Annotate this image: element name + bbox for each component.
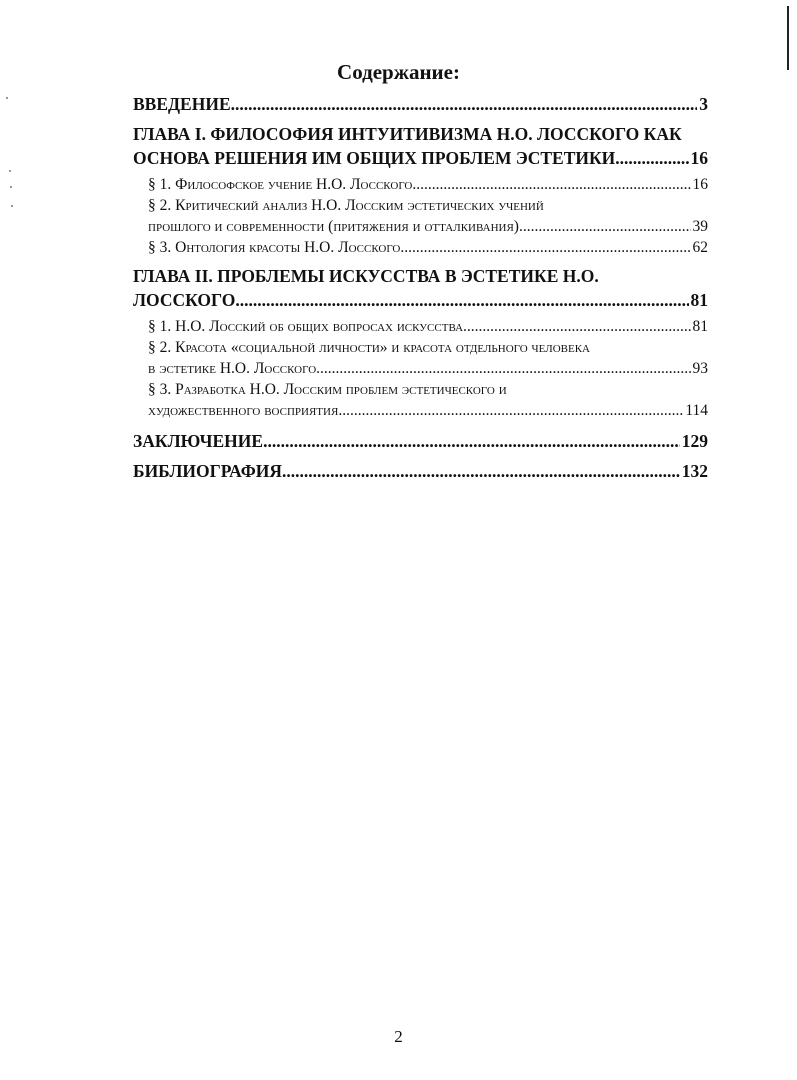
- scan-speck: [10, 186, 12, 188]
- toc-entry-title: ЗАКЛЮЧЕНИЕ: [133, 431, 264, 451]
- toc-section-title-line2: в эстетике Н.О. Лосского: [148, 360, 317, 377]
- toc-entry-intro[interactable]: [133, 92, 708, 116]
- dot-leader: [412, 174, 690, 195]
- toc-entry-bibliography[interactable]: [133, 459, 708, 483]
- toc-section-line1: [133, 337, 708, 358]
- toc-chapter-1[interactable]: [133, 122, 708, 170]
- toc-entry-conclusion[interactable]: [133, 429, 708, 453]
- toc-section-line1: [133, 195, 708, 216]
- toc-section-title-line1: § 2. Красота «социальной личности» и красота отдельного человека: [148, 339, 591, 356]
- toc-section-1-1[interactable]: [133, 174, 708, 195]
- toc-entry-page: 16: [692, 176, 708, 193]
- toc-section-title: § 1. Философское учение Н.О. Лосского: [148, 176, 413, 193]
- dot-leader: [263, 429, 680, 453]
- toc-section-line2: [133, 400, 708, 421]
- toc-section-title-line1: § 3. Разработка Н.О. Лосским проблем эстетического и: [148, 381, 507, 398]
- toc-entry-title: ВВЕДЕНИЕ: [133, 94, 231, 114]
- toc-section-2-2[interactable]: [133, 337, 708, 379]
- toc-section-line1: [133, 379, 708, 400]
- toc-section-1-2[interactable]: [133, 195, 708, 237]
- page-number: 2: [394, 1027, 403, 1046]
- scan-speck: [6, 97, 8, 99]
- toc-section-title-line2: прошлого и современности (притяжения и отталкивания): [148, 218, 519, 235]
- toc-chapter-title-line2: ЛОССКОГО: [133, 290, 236, 310]
- toc-entry-page: 132: [681, 461, 708, 481]
- toc-section-title: § 1. Н.О. Лосский об общих вопросах искусства: [148, 318, 464, 335]
- toc-section-line2: [133, 358, 708, 379]
- toc-entry-page: 81: [690, 290, 708, 310]
- dot-leader: [519, 216, 691, 237]
- toc-entry-page: 16: [690, 148, 708, 168]
- dot-leader: [282, 459, 680, 483]
- toc-section-title-line2: художественного восприятия: [148, 402, 339, 419]
- dot-leader: [400, 237, 690, 258]
- toc-entry-title: БИБЛИОГРАФИЯ: [133, 461, 282, 481]
- toc-section-title-line1: § 2. Критический анализ Н.О. Лосским эстетических учений: [148, 197, 544, 214]
- toc-entry-page: 39: [692, 218, 708, 235]
- scan-speck: [9, 170, 11, 172]
- toc-entry-page: 129: [681, 431, 708, 451]
- toc-chapter-2-line2: [133, 288, 708, 312]
- toc-section-1-3[interactable]: [133, 237, 708, 258]
- toc-chapter-2[interactable]: [133, 264, 708, 312]
- toc-section-title: § 3. Онтология красоты Н.О. Лосского: [148, 239, 401, 256]
- toc-chapter-title-line2: ОСНОВА РЕШЕНИЯ ИМ ОБЩИХ ПРОБЛЕМ ЭСТЕТИКИ: [133, 148, 616, 168]
- toc-chapter-1-line1: [133, 122, 708, 146]
- toc-section-2-3[interactable]: [133, 379, 708, 421]
- dot-leader: [316, 358, 690, 379]
- toc-entry-page: 81: [692, 318, 708, 335]
- toc-section-2-1[interactable]: [133, 316, 708, 337]
- contents-heading: Содержание:: [337, 60, 460, 84]
- table-of-contents: [133, 92, 708, 483]
- toc-chapter-title-line1: ГЛАВА I. ФИЛОСОФИЯ ИНТУИТИВИЗМА Н.О. ЛОССКОГО КАК: [133, 124, 682, 144]
- dot-leader: [235, 288, 688, 312]
- dot-leader: [615, 146, 688, 170]
- toc-entry-page: 93: [692, 360, 708, 377]
- dot-leader: [231, 92, 698, 116]
- dot-leader: [463, 316, 690, 337]
- toc-chapter-title-line1: ГЛАВА II. ПРОБЛЕМЫ ИСКУССТВА В ЭСТЕТИКЕ Н.О.: [133, 266, 599, 286]
- dot-leader: [338, 400, 683, 421]
- toc-entry-page: 62: [692, 239, 708, 256]
- toc-chapter-2-line1: [133, 264, 708, 288]
- toc-entry-page: 3: [699, 94, 708, 114]
- toc-chapter-1-line2: [133, 146, 708, 170]
- toc-entry-page: 114: [685, 402, 708, 419]
- scan-speck: [11, 205, 13, 207]
- toc-section-line2: [133, 216, 708, 237]
